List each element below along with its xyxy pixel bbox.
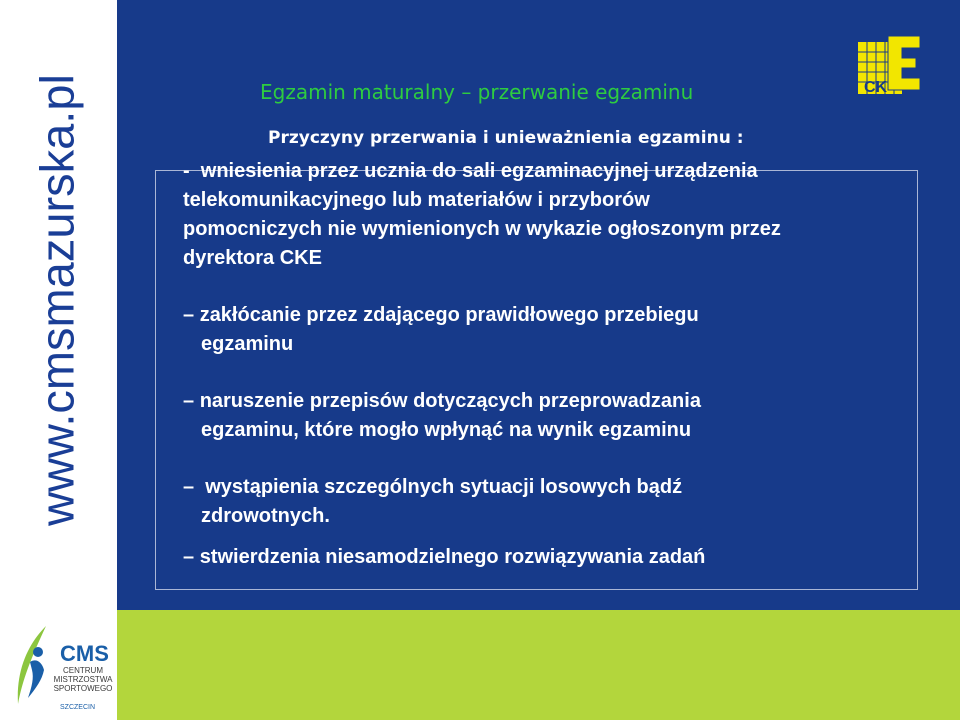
list-item-line: egzaminu [201, 333, 294, 355]
cke-logo-e [888, 36, 920, 90]
list-item-line [183, 543, 913, 572]
website-url: www.cmsmazurska.pl [30, 74, 84, 526]
cms-logo-subtitle [50, 666, 116, 693]
dash-bullet: – [183, 304, 200, 326]
cms-logo-title: CMS [60, 641, 109, 666]
cms-logo-city: SZCZECIN [60, 704, 95, 711]
list-item-text: zakłócanie przez zdającego prawidłowego przebiegu [199, 304, 699, 326]
dash-bullet: – [183, 390, 200, 412]
list-item-line: dyrektora CKE [183, 247, 322, 269]
dash-bullet: – [183, 546, 200, 568]
list-item [183, 473, 913, 531]
slide-title: Egzamin maturalny – przerwanie egzaminu [260, 80, 694, 104]
list-item-line [183, 387, 913, 416]
dash-bullet: - [183, 160, 201, 182]
list-item-line: zdrowotnych. [201, 505, 330, 527]
cke-logo [858, 36, 922, 96]
slide-subtitle: Przyczyny przerwania i unieważnienia egzaminu : [268, 128, 744, 148]
list-item [183, 387, 913, 445]
list-item-text: naruszenie przepisów dotyczących przeprowadzania [199, 390, 701, 412]
list-item-line [183, 473, 913, 502]
list-item [183, 157, 913, 273]
list-item-line: telekomunikacyjnego lub materiałów i przyborów [183, 189, 650, 211]
reasons-list [183, 157, 913, 572]
dash-bullet: – [183, 476, 206, 498]
cms-sub-line: MISTRZOSTWA [53, 675, 113, 684]
list-item [183, 543, 913, 572]
cke-logo-text: CK [864, 79, 888, 96]
list-item-text: stwierdzenia niesamodzielnego rozwiązywania zadań [199, 546, 706, 568]
list-item-line: pomocniczych nie wymienionych w wykazie ogłoszonym przez [183, 218, 781, 240]
list-item-line: egzaminu, które mogło wpłynąć na wynik egzaminu [201, 419, 692, 441]
list-item [183, 301, 913, 359]
list-item-line [183, 301, 913, 330]
green-footer-strip [117, 610, 960, 720]
cms-sub-line: CENTRUM [63, 666, 103, 675]
list-item-line [183, 157, 913, 186]
sidebar [0, 0, 117, 720]
list-item-text: wystąpienia szczególnych sytuacji losowych bądź [205, 476, 683, 498]
list-item-text: wniesienia przez ucznia do sali egzaminacyjnej urządzenia [200, 160, 758, 182]
cms-sub-line: SPORTOWEGO [53, 684, 113, 693]
